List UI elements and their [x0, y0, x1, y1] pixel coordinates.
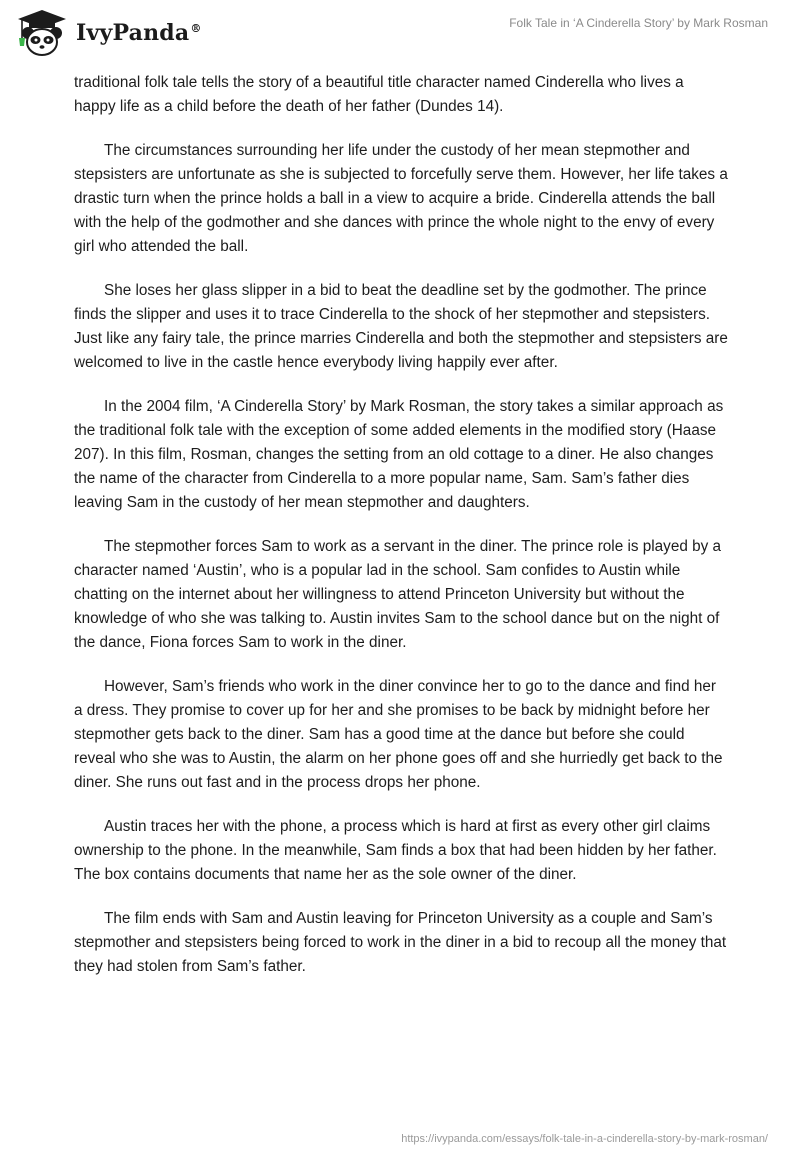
page-header — [0, 0, 800, 66]
logo[interactable] — [14, 8, 202, 58]
paragraph: She loses her glass slipper in a bid to beat the deadline set by the godmother. The prince finds the slipper and uses it to trace Cinderella to the shock of her stepmother and stepsisters. Just like any fairy tale, the prince marries Cinderella and both the stepmother and stepsisters are welcomed to live in the castle hence everybody living happily ever after. — [74, 282, 728, 371]
essay-body — [74, 71, 728, 999]
panda-graduate-icon — [14, 8, 70, 58]
paragraph: The stepmother forces Sam to work as a servant in the diner. The prince role is played by a character named ‘Austin’, who is a popular lad in the school. Sam confides to Austin while chatting on the internet about her willingness to attend Princeton University but without the knowledge of who she was talking to. Austin invites Sam to the school dance but on the night of the dance, Fiona forces Sam to work in the diner. — [74, 538, 721, 651]
paragraph: In the 2004 film, ‘A Cinderella Story’ by Mark Rosman, the story takes a similar approach as the traditional folk tale with the exception of some added elements in the modified story (Haase 207). In this film, Rosman, changes the setting from an old cottage to a diner. He also changes the name of the character from Cinderella to a more popular name, Sam. Sam’s father dies leaving Sam in the custody of her mean stepmother and daughters. — [74, 398, 724, 511]
paragraph: The circumstances surrounding her life under the custody of her mean stepmother and stepsisters are unfortunate as she is subjected to forcefully serve them. However, her life takes a drastic turn when the prince holds a ball in a view to acquire a bride. Cinderella attends the ball with the help of the godmother and she dances with prince the whole night to the envy of every girl who attended the ball. — [74, 142, 728, 255]
document-title: Folk Tale in ‘A Cinderella Story’ by Mark Rosman — [509, 16, 768, 30]
paragraph: Austin traces her with the phone, a process which is hard at first as every other girl claims ownership to the phone. In the meanwhile, Sam finds a box that had been hidden by her father. The box contains documents that name her as the sole owner of the diner. — [74, 818, 717, 883]
source-url[interactable]: https://ivypanda.com/essays/folk-tale-in-a-cinderella-story-by-mark-rosman/ — [401, 1133, 768, 1145]
logo-text: IvyPanda® — [76, 20, 202, 46]
paragraph: traditional folk tale tells the story of a beautiful title character named Cinderella who lives a happy life as a child before the death of her father (Dundes 14). — [74, 74, 684, 115]
paragraph: However, Sam’s friends who work in the diner convince her to go to the dance and find her a dress. They promise to cover up for her and she promises to be back by midnight before her stepmother gets back to the diner. Sam has a good time at the dance but before she could reveal who she was to Austin, the alarm on her phone goes off and she hurriedly get back to the diner. She runs out fast and in the process drops her phone. — [74, 678, 723, 791]
paragraph: The film ends with Sam and Austin leaving for Princeton University as a couple and Sam’s stepmother and stepsisters being forced to work in the diner in a bid to recoup all the money that they had stolen from Sam’s father. — [74, 910, 727, 975]
